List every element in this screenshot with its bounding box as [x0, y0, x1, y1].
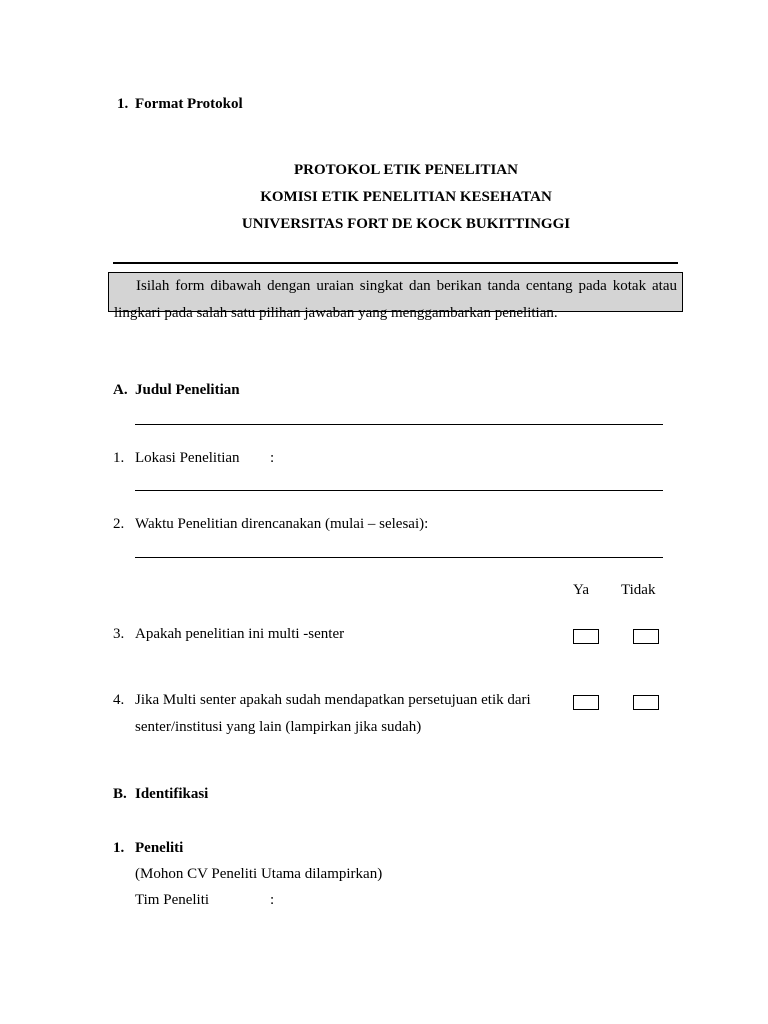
instruction-text: Isilah form dibawah dengan uraian singkat dan berikan tanda centang pada kotak atau lingkari pada salah satu pilihan jawaban yang menggambarkan penelitian.: [114, 278, 677, 321]
section-b-title: Identifikasi: [135, 786, 209, 802]
choice-header-yes: Ya: [573, 582, 589, 598]
lokasi-colon: :: [270, 450, 275, 466]
peneliti-number: 1.: [113, 840, 125, 856]
header-line-1: PROTOKOL ETIK PENELITIAN: [294, 162, 518, 178]
persetujuan-yes-checkbox[interactable]: [573, 695, 599, 710]
persetujuan-number: 4.: [113, 692, 125, 708]
section-a-letter: A.: [113, 382, 128, 398]
header-divider: [113, 262, 678, 264]
multi-senter-label: Apakah penelitian ini multi -senter: [135, 626, 345, 642]
lokasi-number: 1.: [113, 450, 125, 466]
peneliti-note: (Mohon CV Peneliti Utama dilampirkan): [135, 866, 383, 882]
tim-peneliti-label: Tim Peneliti: [135, 892, 210, 908]
section-number: 1.: [117, 96, 129, 112]
persetujuan-label-line-1: Jika Multi senter apakah sudah mendapatkan persetujuan etik dari: [135, 692, 531, 708]
section-b-letter: B.: [113, 786, 127, 802]
waktu-label: Waktu Penelitian direncanakan (mulai – selesai):: [135, 516, 429, 532]
lokasi-label: Lokasi Penelitian: [135, 450, 240, 466]
section-a-title: Judul Penelitian: [135, 382, 240, 398]
persetujuan-label-line-2: senter/institusi yang lain (lampirkan jika sudah): [135, 719, 422, 735]
lokasi-answer-line[interactable]: [135, 490, 663, 491]
waktu-number: 2.: [113, 516, 125, 532]
choice-header-no: Tidak: [621, 582, 656, 598]
persetujuan-no-checkbox[interactable]: [633, 695, 659, 710]
multi-senter-yes-checkbox[interactable]: [573, 629, 599, 644]
peneliti-title: Peneliti: [135, 840, 184, 856]
judul-answer-line[interactable]: [135, 424, 663, 425]
header-line-3: UNIVERSITAS FORT DE KOCK BUKITTINGGI: [241, 216, 571, 232]
multi-senter-number: 3.: [113, 626, 125, 642]
waktu-answer-line[interactable]: [135, 557, 663, 558]
header-line-2: KOMISI ETIK PENELITIAN KESEHATAN: [260, 189, 552, 205]
instruction-box: [108, 272, 683, 321]
multi-senter-no-checkbox[interactable]: [633, 629, 659, 644]
section-title: Format Protokol: [135, 96, 243, 112]
tim-peneliti-colon: :: [270, 892, 275, 908]
